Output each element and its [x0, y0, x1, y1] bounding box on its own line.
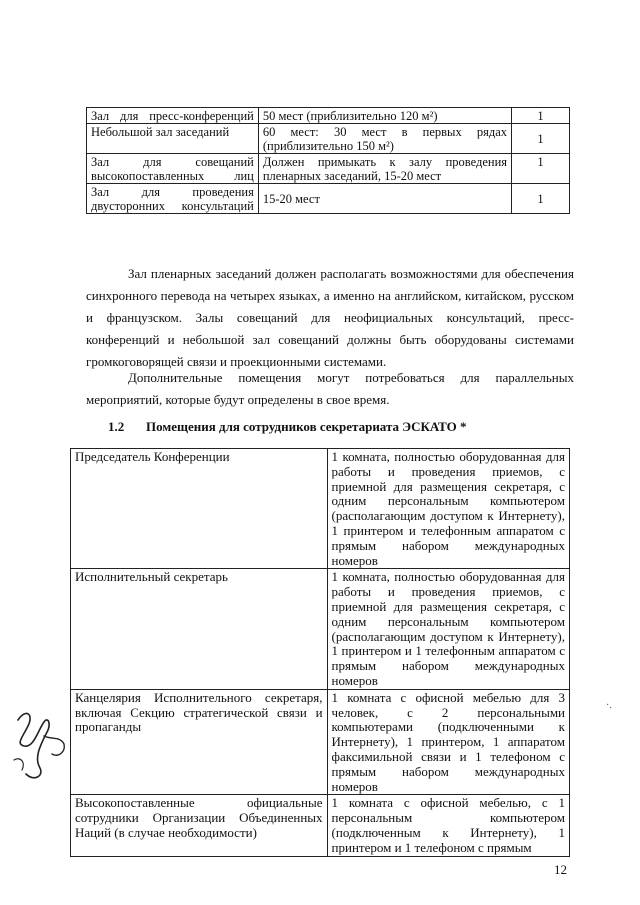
- table-row: [71, 449, 570, 569]
- staff-role-cell: Канцелярия Исполнительного секретаря, включая Секцию стратегической связи и пропаганды: [71, 689, 328, 795]
- staff-role-cell: Высокопоставленные официальные сотрудники Организации Объединенных Наций (в случае необходимости): [71, 795, 328, 856]
- facilities-cell: 1 комната с офисной мебелью, с 1 персональным компьютером (подключенным к Интернету), 1 принтером и 1 телефоном с прямым: [327, 795, 569, 856]
- facilities-cell: 1 комната с офисной мебелью для 3 человек, с 2 персональными компьютерами (подключенными к Интернету), 1 принтером, 1 аппаратом факсимильной связи и 1 телефоном с прямым набором международных номеров: [327, 689, 569, 795]
- room-count-cell: 1: [512, 184, 570, 214]
- room-name-cell: Зал для пресс-конференций: [87, 108, 259, 124]
- page-number: 12: [554, 862, 567, 877]
- table-row: [87, 184, 570, 214]
- room-name-cell: Небольшой зал заседаний: [87, 124, 259, 154]
- table-row: [87, 124, 570, 154]
- table-row: [71, 795, 570, 856]
- scan-specks: ·.: [606, 700, 612, 711]
- section-title: Помещения для сотрудников секретариата ЭСКАТО *: [146, 419, 467, 434]
- room-details-cell: 50 мест (приблизительно 120 м²): [258, 108, 511, 124]
- body-paragraph: Зал пленарных заседаний должен располагать возможностями для обеспечения синхронного перевода на четырех языках, а именно на английском, китайском, русском и французском. Залы совещаний для неофициальных консультаций, пресс-конференций и небольшой зал совещаний должны быть оборудованы системами громкоговорящей связи и проекционными системами.: [86, 266, 574, 369]
- section-heading: [108, 416, 467, 438]
- room-name-cell: Зал для проведения двусторонних консультаций: [87, 184, 259, 214]
- facilities-cell: 1 комната, полностью оборудованная для работы и проведения приемов, с приемной для размещения секретаря, с одним персональным компьютером (располагающим доступом к Интернету), 1 принтером и 1 телефонным аппаратом с прямым набором международных номеров: [327, 569, 569, 689]
- room-details-cell: 15-20 мест: [258, 184, 511, 214]
- table-row: [87, 108, 570, 124]
- room-details-cell: Должен примыкать к залу проведения пленарных заседаний, 15-20 мест: [258, 154, 511, 184]
- facilities-cell: 1 комната, полностью оборудованная для работы и проведения приемов, с приемной для размещения секретаря, с одним персональным компьютером (располагающим доступом к Интернету), 1 принтером и телефонным аппаратом с прямым набором международных номеров: [327, 449, 569, 569]
- room-name-cell: Зал для совещаний высокопоставленных лиц: [87, 154, 259, 184]
- table-row: [71, 689, 570, 795]
- room-count-cell: 1: [512, 154, 570, 184]
- meeting-rooms-table: [86, 107, 570, 214]
- table-row: [87, 154, 570, 184]
- staff-role-cell: Председатель Конференции: [71, 449, 328, 569]
- secretariat-rooms-table: [70, 448, 570, 857]
- body-paragraph: Дополнительные помещения могут потребоваться для параллельных мероприятий, которые будут определены в свое время.: [86, 370, 574, 407]
- handwritten-initials: [4, 700, 74, 790]
- staff-role-cell: Исполнительный секретарь: [71, 569, 328, 689]
- room-details-cell: 60 мест: 30 мест в первых рядах (приблизительно 150 м²): [258, 124, 511, 154]
- room-count-cell: 1: [512, 108, 570, 124]
- section-number: 1.2: [108, 419, 125, 434]
- table-row: [71, 569, 570, 689]
- room-count-cell: 1: [512, 124, 570, 154]
